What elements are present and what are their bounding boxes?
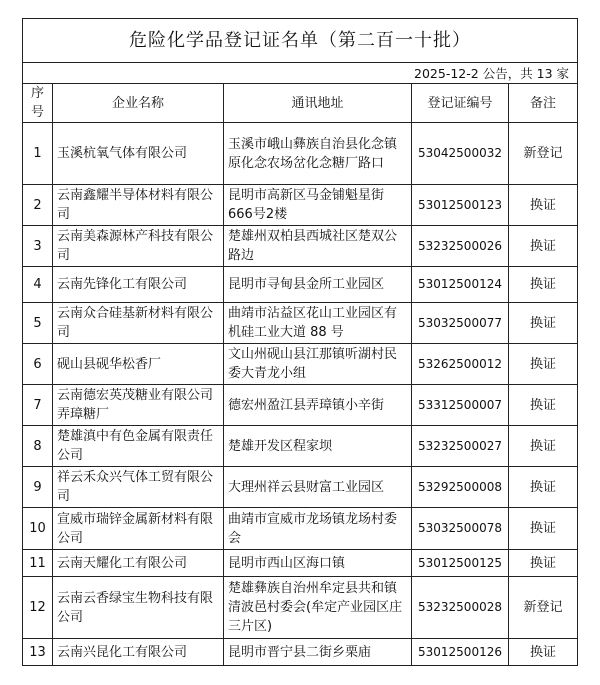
mailing-address: 文山州砚山县江那镇听湖村民委大青龙小组 [224,344,412,385]
reg-number: 53232500027 [412,426,509,467]
company-name: 祥云禾众兴气体工贸有限公司 [53,467,224,508]
note: 换证 [509,226,578,267]
table-row [23,385,578,426]
reg-number: 53012500126 [412,639,509,666]
note: 换证 [509,344,578,385]
row-number: 5 [23,303,53,344]
note: 换证 [509,303,578,344]
registration-list-sheet [22,18,577,666]
company-name: 云南众合硅基新材料有限公司 [53,303,224,344]
reg-number: 53262500012 [412,344,509,385]
company-name: 云南兴昆化工有限公司 [53,639,224,666]
mailing-address: 曲靖市宣威市龙场镇龙场村委会 [224,508,412,550]
note: 换证 [509,508,578,550]
mailing-address: 玉溪市峨山彝族自治县化念镇原化念农场岔化念糖厂路口 [224,123,412,185]
table-row [23,426,578,467]
mailing-address: 德宏州盈江县弄璋镇小辛街 [224,385,412,426]
mailing-address: 楚雄彝族自治州牟定县共和镇清波邑村委会(牟定产业园区庄三片区) [224,577,412,639]
row-number: 4 [23,267,53,303]
reg-number: 53232500028 [412,577,509,639]
note: 换证 [509,185,578,226]
company-name: 云南先锋化工有限公司 [53,267,224,303]
reg-number: 53032500078 [412,508,509,550]
note: 换证 [509,467,578,508]
reg-number: 53312500007 [412,385,509,426]
row-number: 11 [23,550,53,577]
company-name: 云南鑫耀半导体材料有限公司 [53,185,224,226]
reg-number: 53032500077 [412,303,509,344]
header-company: 企业名称 [53,84,224,123]
mailing-address: 大理州祥云县财富工业园区 [224,467,412,508]
note: 新登记 [509,577,578,639]
reg-number: 53012500123 [412,185,509,226]
row-number: 9 [23,467,53,508]
mailing-address: 昆明市西山区海口镇 [224,550,412,577]
table-row [23,639,578,666]
company-name: 云南云香绿宝生物科技有限公司 [53,577,224,639]
document-title: 危险化学品登记证名单（第二百一十批） [23,19,578,63]
reg-number: 53042500032 [412,123,509,185]
company-name: 玉溪杭氧气体有限公司 [53,123,224,185]
header-reg-number: 登记证编号 [412,84,509,123]
row-number: 2 [23,185,53,226]
mailing-address: 昆明市高新区马金铺魁星街666号2楼 [224,185,412,226]
note: 换证 [509,550,578,577]
table-row [23,267,578,303]
table-row [23,344,578,385]
mailing-address: 楚雄开发区程家坝 [224,426,412,467]
header-address: 通讯地址 [224,84,412,123]
table-header-row [23,84,578,123]
row-number: 13 [23,639,53,666]
announcement-subtitle: 2025-12-2 公告，共 13 家 [23,63,578,84]
table-row [23,303,578,344]
company-name: 云南美森源林产科技有限公司 [53,226,224,267]
row-number: 10 [23,508,53,550]
row-number: 8 [23,426,53,467]
note: 换证 [509,267,578,303]
note: 换证 [509,385,578,426]
table-row [23,577,578,639]
mailing-address: 楚雄州双柏县西城社区楚双公路边 [224,226,412,267]
note: 换证 [509,426,578,467]
row-number: 6 [23,344,53,385]
reg-number: 53012500124 [412,267,509,303]
company-name: 云南德宏英茂糖业有限公司弄璋糖厂 [53,385,224,426]
company-name: 云南天耀化工有限公司 [53,550,224,577]
registration-table [22,18,578,666]
mailing-address: 昆明市寻甸县金所工业园区 [224,267,412,303]
reg-number: 53232500026 [412,226,509,267]
row-number: 1 [23,123,53,185]
table-row [23,226,578,267]
table-row [23,508,578,550]
company-name: 宣威市瑞锌金属新材料有限公司 [53,508,224,550]
mailing-address: 昆明市晋宁县二街乡栗庙 [224,639,412,666]
row-number: 7 [23,385,53,426]
table-row [23,550,578,577]
table-row [23,185,578,226]
row-number: 3 [23,226,53,267]
reg-number: 53012500125 [412,550,509,577]
note: 新登记 [509,123,578,185]
table-body [23,123,578,666]
company-name: 楚雄滇中有色金属有限责任公司 [53,426,224,467]
mailing-address: 曲靖市沾益区花山工业园区有机硅工业大道 88 号 [224,303,412,344]
row-number: 12 [23,577,53,639]
header-note: 备注 [509,84,578,123]
header-no: 序号 [23,84,53,123]
table-row [23,123,578,185]
note: 换证 [509,639,578,666]
table-row [23,467,578,508]
company-name: 砚山县砚华松香厂 [53,344,224,385]
reg-number: 53292500008 [412,467,509,508]
